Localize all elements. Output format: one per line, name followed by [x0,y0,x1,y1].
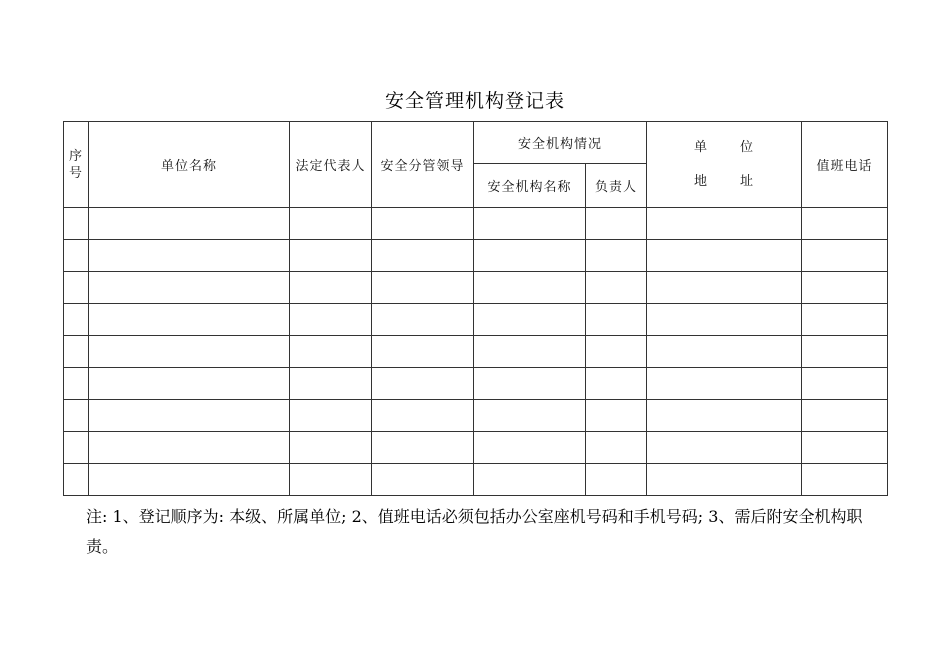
table-cell[interactable] [64,272,89,304]
header-duty-phone: 值班电话 [802,122,888,208]
table-cell[interactable] [474,304,586,336]
table-cell[interactable] [290,464,372,496]
table-cell[interactable] [372,400,474,432]
table-cell[interactable] [89,336,290,368]
header-unit-address-line1: 单 位 [694,140,755,155]
table-cell[interactable] [372,464,474,496]
table-cell[interactable] [586,368,647,400]
table-cell[interactable] [647,432,802,464]
table-cell[interactable] [372,208,474,240]
table-cell[interactable] [89,208,290,240]
table-row [64,240,888,272]
header-seq [64,122,89,208]
table-cell[interactable] [290,240,372,272]
table-cell[interactable] [474,272,586,304]
table-cell[interactable] [64,432,89,464]
table-cell[interactable] [64,400,89,432]
table-cell[interactable] [647,208,802,240]
table-row [64,272,888,304]
header-unit-name: 单位名称 [89,122,290,208]
table-cell[interactable] [372,304,474,336]
table-cell[interactable] [586,336,647,368]
table-row [64,304,888,336]
table-cell[interactable] [89,240,290,272]
table-cell[interactable] [474,400,586,432]
table-cell[interactable] [89,368,290,400]
header-unit-address [647,122,802,208]
header-legal-representative: 法定代表人 [290,122,372,208]
table-cell[interactable] [290,336,372,368]
table-cell[interactable] [64,304,89,336]
table-cell[interactable] [64,336,89,368]
table-cell[interactable] [89,432,290,464]
table-cell[interactable] [290,208,372,240]
table-row [64,432,888,464]
table-row [64,368,888,400]
table-cell[interactable] [647,400,802,432]
header-safety-org-info: 安全机构情况 [474,122,647,164]
table-cell[interactable] [64,208,89,240]
table-cell[interactable] [290,304,372,336]
table-cell[interactable] [802,368,888,400]
table-cell[interactable] [290,432,372,464]
table-cell[interactable] [647,368,802,400]
table-cell[interactable] [802,240,888,272]
page-title: 安全管理机构登记表 [384,90,565,112]
table-cell[interactable] [586,304,647,336]
table-cell[interactable] [64,368,89,400]
table-cell[interactable] [586,240,647,272]
table-cell[interactable] [290,272,372,304]
header-unit-address-line2: 地 址 [694,174,755,189]
table-cell[interactable] [89,464,290,496]
table-cell[interactable] [474,464,586,496]
table-cell[interactable] [802,336,888,368]
table-cell[interactable] [586,464,647,496]
table-cell[interactable] [64,240,89,272]
table-cell[interactable] [89,400,290,432]
table-cell[interactable] [647,240,802,272]
table-cell[interactable] [64,464,89,496]
header-unit-address-label [694,122,754,207]
table-cell[interactable] [802,464,888,496]
table-row [64,400,888,432]
registration-table [63,121,888,496]
table-cell[interactable] [290,400,372,432]
table-row [64,336,888,368]
table-cell[interactable] [647,336,802,368]
table-cell[interactable] [802,272,888,304]
table-cell[interactable] [586,208,647,240]
footnote: 注: 1、登记顺序为: 本级、所属单位; 2、值班电话必须包括办公室座机号码和手机号码; 3、需后附安全机构职责。 [86,507,863,556]
table-cell[interactable] [647,304,802,336]
table-cell[interactable] [89,272,290,304]
table-body [64,208,888,496]
table-cell[interactable] [474,336,586,368]
header-seq-label: 序号 [69,148,84,181]
table-cell[interactable] [372,240,474,272]
table-cell[interactable] [647,272,802,304]
header-person-in-charge: 负责人 [586,164,647,208]
table-cell[interactable] [802,304,888,336]
table-cell[interactable] [474,240,586,272]
table-cell[interactable] [586,400,647,432]
table-cell[interactable] [372,432,474,464]
table-cell[interactable] [290,368,372,400]
table-cell[interactable] [586,432,647,464]
table-cell[interactable] [372,272,474,304]
table-cell[interactable] [89,304,290,336]
header-safety-leader: 安全分管领导 [372,122,474,208]
table-row [64,208,888,240]
table-cell[interactable] [802,400,888,432]
table-row [64,464,888,496]
table-cell[interactable] [474,208,586,240]
table-cell[interactable] [586,272,647,304]
table-cell[interactable] [802,208,888,240]
header-safety-org-name: 安全机构名称 [474,164,586,208]
table-cell[interactable] [372,336,474,368]
table-cell[interactable] [647,464,802,496]
table-cell[interactable] [474,432,586,464]
table-cell[interactable] [372,368,474,400]
table-cell[interactable] [802,432,888,464]
table-cell[interactable] [474,368,586,400]
